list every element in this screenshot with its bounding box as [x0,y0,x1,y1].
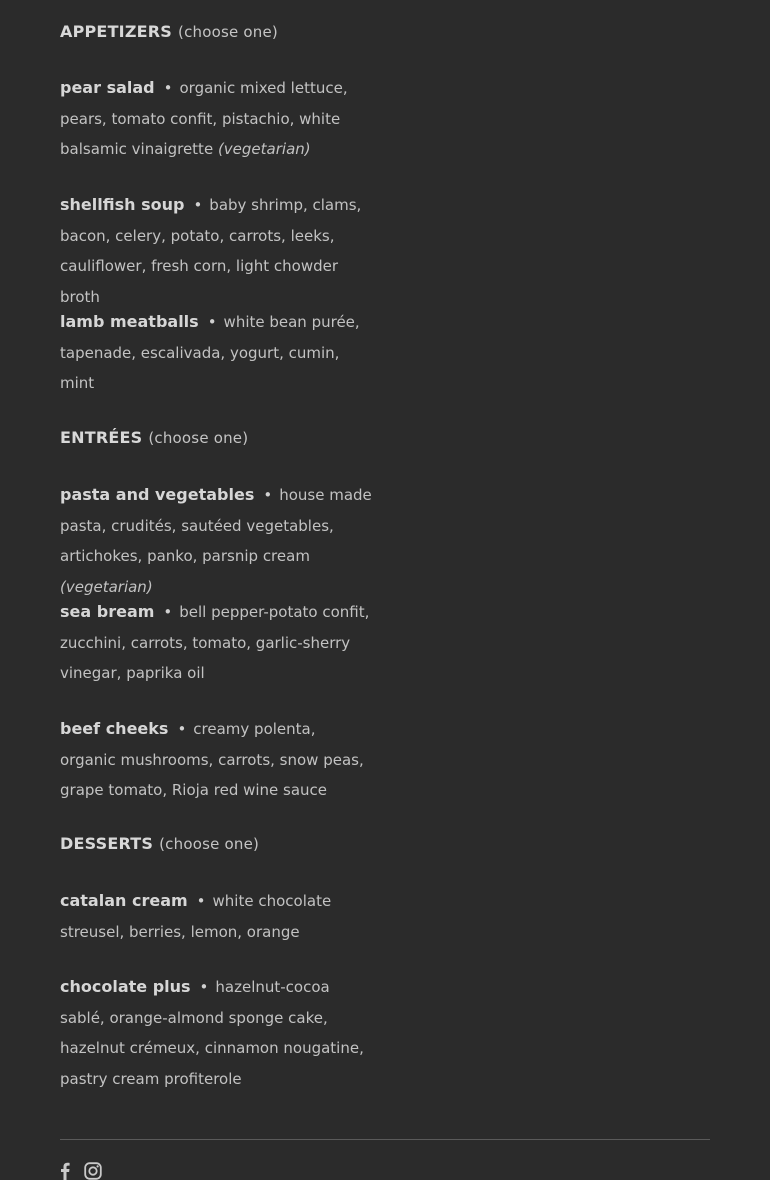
bullet-separator: • [207,313,217,331]
bullet-separator: • [193,196,203,214]
item-description: organic mixed lettuce, pears, tomato confit, pistachio, white balsamic vinaigrette [60,79,348,158]
item-name: beef cheeks [60,719,169,738]
section-label: ENTRÉES [60,428,143,447]
item-name: shellfish soup [60,195,185,214]
bullet-separator: • [163,79,173,97]
menu-item-catalan-cream [60,886,375,947]
section-label: DESSERTS [60,834,154,853]
item-name: lamb meatballs [60,312,199,331]
menu-item-chocolate-plus [60,972,375,1094]
facebook-icon [60,1162,70,1180]
section-title-entrees [60,427,248,449]
item-description: baby shrimp, clams, bacon, celery, potato, carrots, leeks, cauliflower, fresh corn, light chowder broth [60,196,362,306]
item-description: white bean purée, tapenade, escalivada, yogurt, cumin, mint [60,313,360,392]
instagram-link[interactable] [84,1162,102,1180]
menu-page [60,0,710,1180]
facebook-link[interactable] [60,1162,70,1180]
footer-divider [60,1139,710,1140]
menu-item-pasta-and-vegetables [60,480,375,602]
item-name: chocolate plus [60,977,191,996]
bullet-separator: • [177,720,187,738]
bullet-separator: • [196,892,206,910]
instagram-icon [84,1162,102,1180]
item-name: pear salad [60,78,155,97]
section-title-appetizers [60,21,278,43]
item-name: catalan cream [60,891,188,910]
bullet-separator: • [263,486,273,504]
menu-item-shellfish-soup [60,190,375,312]
section-label: APPETIZERS [60,22,173,41]
item-name: sea bream [60,602,155,621]
menu-item-pear-salad [60,73,375,165]
item-description: hazelnut-cocoa sablé, orange-almond sponge cake, hazelnut crémeux, cinnamon nougatine, pastry cream profiterole [60,978,364,1088]
section-note: (choose one) [159,835,260,853]
social-links [60,1162,102,1180]
menu-item-lamb-meatballs [60,307,375,399]
section-title-desserts [60,833,259,855]
bullet-separator: • [163,603,173,621]
item-description: bell pepper-potato confit, zucchini, carrots, tomato, garlic-sherry vinegar, paprika oil [60,603,370,682]
menu-item-beef-cheeks [60,714,375,806]
section-note: (choose one) [148,429,249,447]
item-description: creamy polenta, organic mushrooms, carrots, snow peas, grape tomato, Rioja red wine sauce [60,720,364,799]
item-description: house made pasta, crudités, sautéed vegetables, artichokes, panko, parsnip cream [60,486,372,565]
item-tag: (vegetarian) [217,140,311,158]
bullet-separator: • [199,978,209,996]
menu-item-sea-bream [60,597,375,689]
item-description: white chocolate streusel, berries, lemon, orange [60,892,332,941]
section-note: (choose one) [178,23,278,41]
item-name: pasta and vegetables [60,485,255,504]
item-tag: (vegetarian) [60,577,153,596]
